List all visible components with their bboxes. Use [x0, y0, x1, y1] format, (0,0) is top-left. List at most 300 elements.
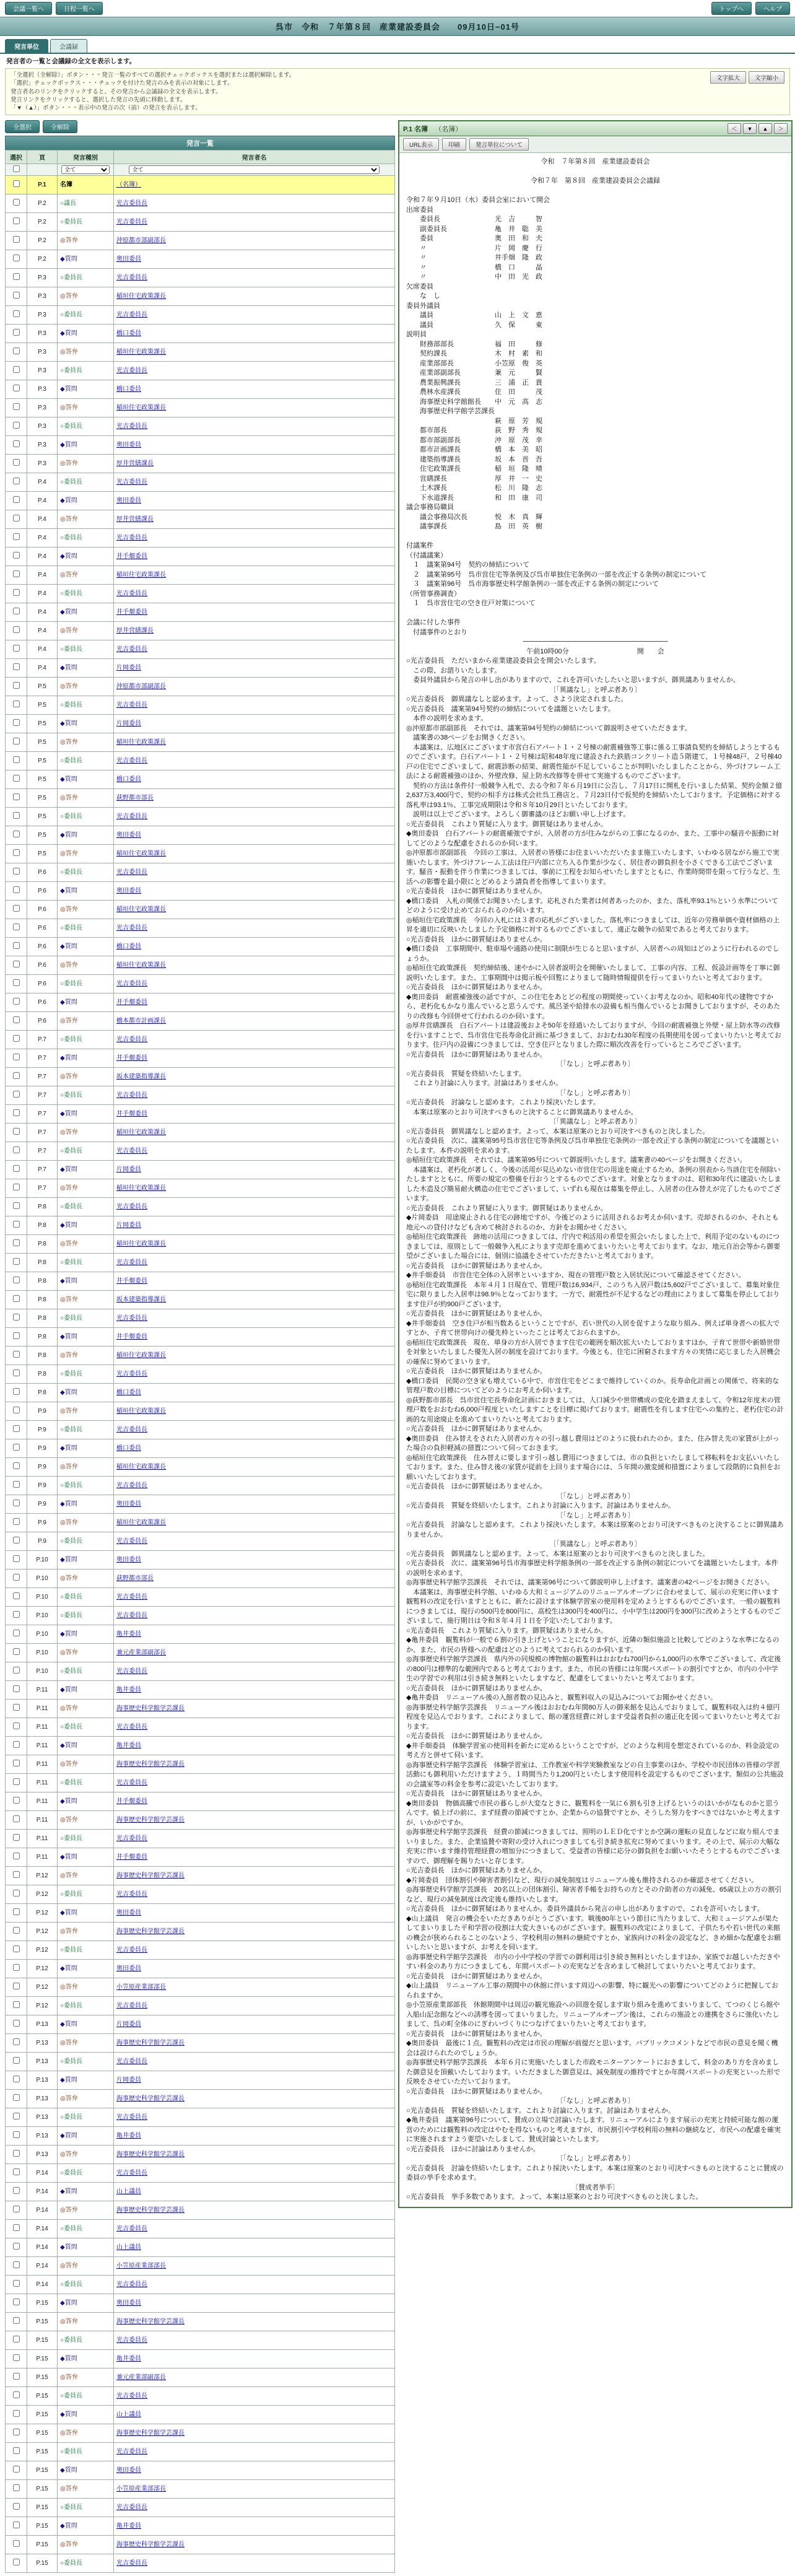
speaker-link[interactable]: 井手畑委員 [116, 999, 147, 1006]
row-select-checkbox[interactable] [13, 1146, 20, 1153]
minutes-line: 委員外議員から発言の申し出がありますので、これを許可いたしたいと思いますが、御異議ありませんか。 [406, 676, 740, 684]
speaker-link[interactable]: 光吉委員長 [116, 1538, 147, 1545]
row-select-checkbox[interactable] [13, 589, 20, 596]
speaker-link[interactable]: 奥田委員 [116, 2467, 141, 2474]
speaker-link[interactable]: 海事歴史科学館学芸課長 [116, 2095, 185, 2103]
speaker-link[interactable]: 光吉委員長 [116, 1724, 147, 1731]
speaker-link[interactable]: 光吉委員長 [116, 702, 147, 709]
row-select-checkbox[interactable] [13, 1945, 20, 1952]
row-select-checkbox[interactable] [13, 719, 20, 726]
row-speech-type: ◎答弁 [58, 1012, 114, 1031]
speaker-link[interactable]: 片岡委員 [116, 2021, 141, 2028]
speaker-link[interactable]: 小笠原産業部部長 [116, 2263, 166, 2270]
row-select-checkbox[interactable] [13, 2299, 20, 2305]
row-select-checkbox[interactable] [13, 199, 20, 206]
row-page: P.13 [27, 2071, 58, 2090]
print-button[interactable]: 印刷 [442, 138, 466, 151]
row-speech-type: ◆質問 [58, 436, 114, 455]
speaker-link[interactable]: 奥田委員 [116, 1557, 141, 1564]
row-select-checkbox[interactable] [13, 1667, 20, 1674]
row-select-checkbox[interactable] [13, 2317, 20, 2324]
row-select-checkbox[interactable] [13, 2354, 20, 2361]
speaker-link[interactable]: 稲垣住宅政策課長 [116, 850, 166, 858]
speaker-link[interactable]: 厚井営繕課長 [116, 516, 154, 523]
speaker-link[interactable]: 光吉委員長 [116, 2448, 147, 2456]
row-select-checkbox[interactable] [13, 1704, 20, 1711]
row-select-checkbox[interactable] [13, 1462, 20, 1469]
speaker-link[interactable]: （名簿） [116, 181, 141, 189]
speaker-link[interactable]: 井手畑委員 [116, 609, 147, 616]
speaker-link[interactable]: 橋口委員 [116, 386, 141, 393]
speaker-link[interactable]: 井手畑委員 [116, 1334, 147, 1341]
speaker-link[interactable]: 稲垣住宅政策課長 [116, 1241, 166, 1248]
row-select-checkbox[interactable] [13, 1016, 20, 1023]
speaker-link[interactable]: 亀井委員 [116, 2523, 141, 2530]
speaker-link[interactable]: 海事歴史科学館学芸課長 [116, 2318, 185, 2326]
speaker-link[interactable]: 坂本建築指導課長 [116, 1073, 166, 1081]
speaker-link[interactable]: 井手畑委員 [116, 1798, 147, 1805]
row-select-checkbox[interactable] [13, 1964, 20, 1971]
row-select-checkbox[interactable] [13, 626, 20, 633]
row-select-checkbox[interactable] [13, 849, 20, 856]
row-select-checkbox[interactable] [13, 1611, 20, 1618]
prev-speech-up-button[interactable]: ▲ [758, 123, 772, 134]
speaker-link[interactable]: 海事歴史科学館学芸課長 [116, 1705, 185, 1713]
speaker-link[interactable]: 光吉委員長 [116, 813, 147, 821]
table-row [6, 287, 395, 306]
row-select-checkbox[interactable] [13, 2336, 20, 2342]
row-select-checkbox[interactable] [13, 2020, 20, 2027]
minutes-line: ◎海事歴史科学館学芸課長 市内の小中学校の学習での御利用は引き続き無料といたしますほか、家族でお越しいただきやすい料金のあり方につきましても、年間パスポートの充実などを含めまして検討してまいりたいと考えております。 [406, 1953, 780, 1971]
name-filter-select[interactable] [129, 165, 379, 174]
prev-record-button[interactable]: ＜ [728, 123, 741, 134]
row-select-checkbox[interactable] [13, 1555, 20, 1562]
next-speech-down-button[interactable]: ▼ [743, 123, 757, 134]
speaker-link[interactable]: 小笠原産業部部長 [116, 2486, 166, 2493]
row-select-checkbox[interactable] [13, 1574, 20, 1581]
speaker-link[interactable]: 光吉委員長 [116, 1259, 147, 1267]
speaker-link[interactable]: 光吉委員長 [116, 1036, 147, 1044]
speaker-link[interactable]: 奥田委員 [116, 1501, 141, 1508]
speaker-link[interactable]: 光吉委員長 [116, 479, 147, 486]
speaker-link[interactable]: 光吉委員長 [116, 274, 147, 282]
row-select-checkbox[interactable] [13, 1834, 20, 1841]
speaker-link[interactable]: 光吉委員長 [116, 758, 147, 765]
row-select-checkbox[interactable] [13, 459, 20, 466]
type-filter-select[interactable] [61, 165, 109, 174]
row-select-checkbox[interactable] [13, 1035, 20, 1042]
speaker-link[interactable]: 稲垣住宅政策課長 [116, 404, 166, 412]
speaker-link[interactable]: 片岡委員 [116, 2077, 141, 2084]
speaker-link[interactable]: 奥田委員 [116, 888, 141, 895]
row-select-checkbox[interactable] [13, 1983, 20, 1989]
speaker-link[interactable]: 海事歴史科学館学芸課長 [116, 1872, 185, 1880]
speaker-link[interactable]: 稲垣住宅政策課長 [116, 739, 166, 746]
speaker-link[interactable]: 橋口委員 [116, 776, 141, 784]
row-select-checkbox[interactable] [13, 273, 20, 280]
row-select-checkbox[interactable] [13, 1685, 20, 1692]
row-select-checkbox[interactable] [13, 2094, 20, 2101]
row-page: P.3 [27, 362, 58, 380]
speaker-link[interactable]: 光吉委員長 [116, 869, 147, 876]
speaker-link[interactable]: 稲垣住宅政策課長 [116, 1185, 166, 1192]
speaker-link[interactable]: 片岡委員 [116, 1222, 141, 1229]
speaker-link[interactable]: 荻野都市部長 [116, 795, 154, 802]
speaker-link[interactable]: 光吉委員長 [116, 2114, 147, 2121]
speaker-link[interactable]: 稲垣住宅政策課長 [116, 572, 166, 579]
row-select-checkbox[interactable] [13, 1908, 20, 1915]
row-select-checkbox[interactable] [13, 292, 20, 299]
row-select-checkbox[interactable] [13, 2224, 20, 2231]
row-select-checkbox[interactable] [13, 1091, 20, 1098]
speaker-link[interactable]: 奥田委員 [116, 442, 141, 449]
row-select-checkbox[interactable] [13, 1500, 20, 1506]
speaker-link[interactable]: 光吉委員長 [116, 1594, 147, 1601]
row-select-checkbox[interactable] [13, 1741, 20, 1748]
speaker-link[interactable]: 沖原都市部副部長 [116, 237, 166, 245]
row-select-checkbox[interactable] [13, 2391, 20, 2398]
row-select-checkbox[interactable] [13, 1072, 20, 1079]
row-select-checkbox[interactable] [13, 533, 20, 540]
clear-all-button[interactable]: 全解除 [43, 120, 77, 133]
speaker-link[interactable]: 橋口委員 [116, 1389, 141, 1397]
speaker-link[interactable]: 小笠原産業部部長 [116, 1984, 166, 1991]
row-select-checkbox[interactable] [13, 440, 20, 447]
about-speech-unit-button[interactable]: 発言単位について [469, 138, 529, 151]
row-select-checkbox[interactable] [13, 1630, 20, 1636]
speaker-link[interactable]: 光吉委員長 [116, 1092, 147, 1099]
row-select-checkbox[interactable] [13, 1425, 20, 1432]
row-select-checkbox[interactable] [13, 422, 20, 429]
speaker-link[interactable]: 橋本都市計画課長 [116, 1018, 166, 1025]
row-select-checkbox[interactable] [13, 2466, 20, 2473]
row-select-checkbox[interactable] [13, 1202, 20, 1209]
speaker-link[interactable]: 光吉委員長 [116, 590, 147, 598]
row-speech-type: ◎答弁 [58, 1644, 114, 1662]
row-select-checkbox[interactable] [13, 2057, 20, 2064]
row-select-checkbox[interactable] [13, 255, 20, 261]
row-select-checkbox[interactable] [13, 2373, 20, 2380]
speaker-link[interactable]: 光吉委員長 [116, 219, 147, 226]
speaker-link[interactable]: 奥田委員 [116, 1965, 141, 1973]
row-select-checkbox[interactable] [13, 1815, 20, 1822]
url-display-button[interactable]: URL表示 [403, 138, 439, 151]
speaker-link[interactable]: 光吉委員長 [116, 2281, 147, 2289]
row-page: P.4 [27, 622, 58, 640]
row-speech-type: ◆質問 [58, 1384, 114, 1402]
row-select-checkbox[interactable] [13, 961, 20, 967]
row-select-checkbox[interactable] [13, 1165, 20, 1172]
speaker-link[interactable]: 稲垣住宅政策課長 [116, 293, 166, 300]
row-select-checkbox[interactable] [13, 515, 20, 522]
speaker-link[interactable]: 井手畑委員 [116, 1278, 147, 1285]
speaker-link[interactable]: 奥田委員 [116, 256, 141, 263]
speaker-link[interactable]: 稲垣住宅政策課長 [116, 1129, 166, 1137]
row-select-checkbox[interactable] [13, 496, 20, 503]
row-select-checkbox[interactable] [13, 793, 20, 800]
meeting-list-button[interactable]: 会議一覧へ [5, 2, 52, 15]
row-select-checkbox[interactable] [13, 1927, 20, 1934]
row-select-checkbox[interactable] [13, 478, 20, 484]
row-select-checkbox[interactable] [13, 329, 20, 336]
speaker-link[interactable]: 沖原都市部副部長 [116, 683, 166, 691]
speaker-link[interactable]: 光吉委員長 [116, 2170, 147, 2177]
row-select-checkbox[interactable] [13, 385, 20, 391]
row-select-checkbox[interactable] [13, 1295, 20, 1302]
minutes-line: 本議案は、海事歴史科学館、いわゆる大和ミュージアムのリニューアルオープンに合わせまして、展示の充実に伴います観覧料の改定を行いますとともに、新たに設けます体験学習室の使用料を定めようとするものでございます。一般の観覧料につきましては、現行の500円を800円に、高校生は300円を400円に、小中学生は200円を300円に改めようとするものでございまして、施行期日は令和８年４月１日を予定いたしております。 [406, 1588, 781, 1625]
row-select-checkbox[interactable] [13, 1648, 20, 1655]
speaker-link[interactable]: 光吉委員長 [116, 1891, 147, 1898]
row-page: P.11 [27, 1830, 58, 1848]
row-select-checkbox[interactable] [13, 366, 20, 373]
select-all-checkbox[interactable] [13, 165, 20, 172]
row-select-checkbox[interactable] [13, 2001, 20, 2008]
speaker-link[interactable]: 光吉委員長 [116, 980, 147, 988]
speaker-link[interactable]: 光吉委員長 [116, 2225, 147, 2233]
minutes-line: 本議案は、老朽化が著しく、今後の活用が見込めない市営住宅の用途を廃止するため、条例の別表から当該住宅を削除いたしますとともに、所要の規定の整備を行おうとするものでございます。対象となりますのは、昭和30年代に建設いたしました木造及び簡易耐火構造の住宅でございまして、いずれも現在は募集を停止し、入居者の住み替えが完了したものでございます。 [406, 1166, 781, 1203]
row-select-checkbox[interactable] [13, 1128, 20, 1135]
row-select-checkbox[interactable] [13, 923, 20, 930]
speaker-link[interactable]: 片岡委員 [116, 1166, 141, 1174]
speaker-link[interactable]: 光吉委員長 [116, 1779, 147, 1787]
speaker-link[interactable]: 光吉委員長 [116, 1612, 147, 1620]
speaker-link[interactable]: 光吉委員長 [116, 2393, 147, 2400]
row-select-checkbox[interactable] [13, 738, 20, 744]
speaker-link[interactable]: 光吉委員長 [116, 1482, 147, 1490]
speaker-link[interactable]: 光吉委員長 [116, 535, 147, 542]
row-select-checkbox[interactable] [13, 1537, 20, 1543]
speaker-link[interactable]: 稲垣住宅政策課長 [116, 906, 166, 914]
row-select-checkbox[interactable] [13, 2484, 20, 2491]
row-select-checkbox[interactable] [13, 1890, 20, 1897]
row-select-checkbox[interactable] [13, 775, 20, 782]
minutes-line: 会議に付した事件 [406, 619, 461, 627]
row-select-checkbox[interactable] [13, 552, 20, 559]
font-zoom-out-button[interactable]: 文字縮小 [749, 71, 784, 84]
row-select-checkbox[interactable] [13, 2131, 20, 2138]
row-select-checkbox[interactable] [13, 645, 20, 652]
row-select-checkbox[interactable] [13, 1109, 20, 1116]
row-select-checkbox[interactable] [13, 886, 20, 893]
row-select-checkbox[interactable] [13, 998, 20, 1005]
speaker-link[interactable]: 井手畑委員 [116, 1854, 147, 1861]
row-select-checkbox[interactable] [13, 2503, 20, 2510]
row-select-checkbox[interactable] [13, 756, 20, 763]
speaker-link[interactable]: 稲垣住宅政策課長 [116, 1519, 166, 1527]
row-select-checkbox[interactable] [13, 1853, 20, 1859]
row-select-checkbox[interactable] [13, 2521, 20, 2528]
row-select-checkbox[interactable] [13, 2447, 20, 2454]
tab-minutes[interactable]: 会議録 [50, 39, 87, 53]
row-select-checkbox[interactable] [13, 2410, 20, 2417]
row-select-checkbox[interactable] [13, 1722, 20, 1729]
row-select-checkbox[interactable] [13, 2187, 20, 2194]
speaker-link[interactable]: 光吉委員長 [116, 1947, 147, 1954]
speaker-link[interactable]: 稲垣住宅政策課長 [116, 962, 166, 969]
row-select-checkbox[interactable] [13, 236, 20, 243]
row-select-checkbox[interactable] [13, 1258, 20, 1265]
speaker-link[interactable]: 井手畑委員 [116, 1055, 147, 1062]
speaker-link[interactable]: 稲垣住宅政策課長 [116, 1464, 166, 1471]
row-select-checkbox[interactable] [13, 831, 20, 837]
row-select-checkbox[interactable] [13, 2540, 20, 2547]
row-select-checkbox[interactable] [13, 2243, 20, 2250]
row-select-checkbox[interactable] [13, 1778, 20, 1785]
row-select-checkbox[interactable] [13, 1407, 20, 1413]
row-select-checkbox[interactable] [13, 180, 20, 187]
speaker-link[interactable]: 亀井委員 [116, 1687, 141, 1694]
row-select-checkbox[interactable] [13, 310, 20, 317]
row-select-checkbox[interactable] [13, 2559, 20, 2565]
row-select-checkbox[interactable] [13, 1797, 20, 1804]
row-select-checkbox[interactable] [13, 2168, 20, 2175]
row-select-checkbox[interactable] [13, 1184, 20, 1190]
speaker-link[interactable]: 荻野都市部長 [116, 1575, 154, 1583]
speaker-link[interactable]: 海事歴史科学館学芸課長 [116, 1761, 185, 1768]
speaker-link[interactable]: 亀井委員 [116, 1631, 141, 1638]
speaker-link[interactable]: 光吉委員長 [116, 1426, 147, 1434]
row-select-checkbox[interactable] [13, 1332, 20, 1339]
speaker-link[interactable]: 光吉委員長 [116, 1835, 147, 1843]
row-select-checkbox[interactable] [13, 663, 20, 670]
row-select-checkbox[interactable] [13, 403, 20, 410]
speaker-link[interactable]: 光吉委員長 [116, 312, 147, 319]
speaker-link[interactable]: 光吉委員長 [116, 2560, 147, 2567]
speaker-link[interactable]: 海事歴史科学館学芸課長 [116, 2430, 185, 2437]
speaker-link[interactable]: 奥田委員 [116, 497, 141, 505]
speaker-link[interactable]: 片岡委員 [116, 720, 141, 728]
row-select-checkbox[interactable] [13, 1314, 20, 1321]
speaker-link[interactable]: 光吉委員長 [116, 1315, 147, 1322]
row-select-checkbox[interactable] [13, 608, 20, 614]
next-record-button[interactable]: ＞ [774, 123, 788, 134]
speaker-link[interactable]: 奥田委員 [116, 832, 141, 839]
speaker-link[interactable]: 海事歴史科学館学芸課長 [116, 1817, 185, 1824]
speaker-link[interactable]: 光吉委員長 [116, 367, 147, 375]
speaker-link[interactable]: 山上議員 [116, 2411, 141, 2419]
speaker-link[interactable]: 山上議員 [116, 2188, 141, 2196]
speaker-link[interactable]: 坂本建築指導課長 [116, 1296, 166, 1304]
row-select-checkbox[interactable] [13, 1221, 20, 1228]
speaker-link[interactable]: 橋口委員 [116, 330, 141, 338]
row-select-checkbox[interactable] [13, 1592, 20, 1599]
row-select-checkbox[interactable] [13, 1277, 20, 1283]
speaker-link[interactable]: 井手畑委員 [116, 553, 147, 561]
speaker-link[interactable]: 亀井委員 [116, 2356, 141, 2363]
speaker-link[interactable]: 厚井営繕課長 [116, 627, 154, 635]
speaker-link[interactable]: 橋口委員 [116, 943, 141, 951]
top-button[interactable]: トップへ [711, 2, 752, 15]
schedule-list-button[interactable]: 日程一覧へ [56, 2, 103, 15]
row-select-checkbox[interactable] [13, 1481, 20, 1488]
row-select-checkbox[interactable] [13, 1444, 20, 1451]
speaker-link[interactable]: 奥田委員 [116, 1910, 141, 1917]
table-row [6, 808, 395, 826]
row-select-checkbox[interactable] [13, 1351, 20, 1358]
speaker-link[interactable]: 橋口委員 [116, 1445, 141, 1452]
speaker-link[interactable]: 厚井営繕課長 [116, 460, 154, 468]
speaker-link[interactable]: 兼元産業部副部長 [116, 1649, 166, 1657]
row-select-checkbox[interactable] [13, 905, 20, 912]
minutes-line: 農林水産課長 住 田 茂 [406, 388, 542, 396]
speaker-link[interactable]: 光吉委員長 [116, 1148, 147, 1155]
speaker-link[interactable]: 光吉委員長 [116, 2058, 147, 2066]
row-select-checkbox[interactable] [13, 1871, 20, 1878]
row-select-checkbox[interactable] [13, 1369, 20, 1376]
row-select-checkbox[interactable] [13, 2429, 20, 2435]
row-select-checkbox[interactable] [13, 2206, 20, 2212]
row-select-checkbox[interactable] [13, 682, 20, 689]
row-select-checkbox[interactable] [13, 1518, 20, 1525]
speaker-link[interactable]: 光吉委員長 [116, 925, 147, 932]
speaker-link[interactable]: 光吉委員長 [116, 200, 147, 207]
row-select-checkbox[interactable] [13, 942, 20, 949]
speaker-link[interactable]: 光吉委員長 [116, 2504, 147, 2512]
speaker-link[interactable]: 山上議員 [116, 2244, 141, 2251]
speaker-link[interactable]: 片岡委員 [116, 665, 141, 672]
row-select-checkbox[interactable] [13, 2150, 20, 2157]
speaker-link[interactable]: 光吉委員長 [116, 2337, 147, 2344]
speaker-link[interactable]: 稲垣住宅政策課長 [116, 349, 166, 356]
speaker-link[interactable]: 海事歴史科学館学芸課長 [116, 1928, 185, 1936]
row-select-checkbox[interactable] [13, 2261, 20, 2268]
row-select-checkbox[interactable] [13, 2113, 20, 2120]
speaker-link[interactable]: 光吉委員長 [116, 423, 147, 430]
speaker-link[interactable]: 井手畑委員 [116, 1111, 147, 1118]
speaker-link[interactable]: 光吉委員長 [116, 1371, 147, 1378]
row-speech-type: ○委員長 [58, 1086, 114, 1105]
speaker-link[interactable]: 亀井委員 [116, 2133, 141, 2140]
row-select-checkbox[interactable] [13, 1760, 20, 1766]
tab-speech-unit[interactable]: 発言単位 [5, 39, 48, 53]
row-select-checkbox[interactable] [13, 347, 20, 354]
speaker-link[interactable]: 光吉委員長 [116, 2002, 147, 2010]
row-speech-type: ○委員長 [58, 2443, 114, 2461]
row-select-checkbox[interactable] [13, 2280, 20, 2287]
row-select-checkbox[interactable] [13, 2038, 20, 2045]
speaker-link[interactable]: 光吉委員長 [116, 646, 147, 653]
font-zoom-in-button[interactable]: 文字拡大 [710, 71, 746, 84]
row-select-checkbox[interactable] [13, 979, 20, 986]
row-select-checkbox[interactable] [13, 1239, 20, 1246]
speaker-link[interactable]: 奥田委員 [116, 2300, 141, 2307]
row-select-checkbox[interactable] [13, 570, 20, 577]
speaker-link[interactable]: 海事歴史科学館学芸課長 [116, 2541, 185, 2549]
speaker-link[interactable]: 光吉委員長 [116, 1668, 147, 1675]
minutes-line: ○光吉委員長 これより質疑に入ります。御質疑はありませんか。 [406, 1626, 607, 1635]
row-select-checkbox[interactable] [13, 812, 20, 819]
row-select-checkbox[interactable] [13, 868, 20, 875]
row-page: P.9 [27, 1439, 58, 1458]
select-all-button[interactable]: 全選択 [5, 120, 40, 133]
speaker-link[interactable]: 海事歴史科学館学芸課長 [116, 2040, 185, 2047]
speaker-link[interactable]: 海事歴史科学館学芸課長 [116, 2207, 185, 2214]
row-select-checkbox[interactable] [13, 701, 20, 707]
help-button[interactable]: ヘルプ [755, 2, 790, 15]
table-row [6, 1700, 395, 1718]
row-select-checkbox[interactable] [13, 217, 20, 224]
speaker-link[interactable]: 稲垣住宅政策課長 [116, 1352, 166, 1360]
speaker-link[interactable]: 稲垣住宅政策課長 [116, 1408, 166, 1415]
row-select-checkbox[interactable] [13, 1054, 20, 1060]
speaker-link[interactable]: 海事歴史科学館学芸課長 [116, 2151, 185, 2159]
speaker-link[interactable]: 光吉委員長 [116, 1203, 147, 1211]
speaker-link[interactable]: 兼元産業部副部長 [116, 2374, 166, 2382]
row-select-checkbox[interactable] [13, 2076, 20, 2082]
speaker-link[interactable]: 亀井委員 [116, 1742, 141, 1750]
row-select-checkbox[interactable] [13, 1388, 20, 1395]
row-page: P.15 [27, 2480, 58, 2499]
